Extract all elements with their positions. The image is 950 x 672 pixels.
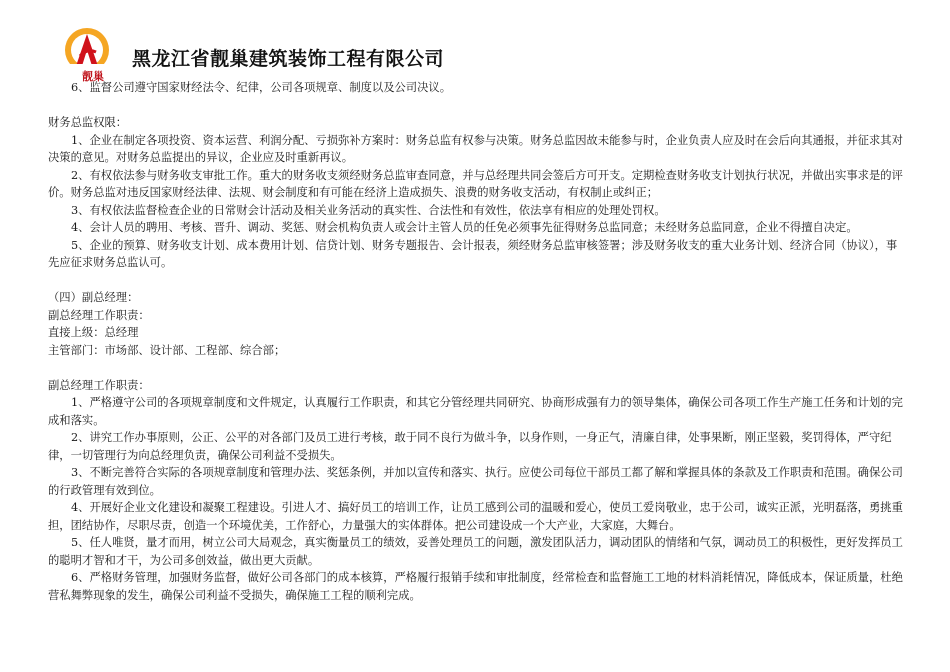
paragraph: 副总经理工作职责： xyxy=(48,308,150,322)
blank-line xyxy=(48,97,908,115)
paragraph: 6、监督公司遵守国家财经法令、纪律，公司各项规章、制度以及公司决议。 xyxy=(71,81,451,94)
company-name: 黑龙江省靓巢建筑装饰工程有限公司 xyxy=(132,48,445,70)
paragraph: 6、严格财务管理，加强财务监督，做好公司各部门的成本核算，严格履行报销手续和审批制度，经常检查和监督施工工地的材料消耗情况，降低成本，保证质量，杜绝营私舞弊现象的发生，确保公司利益不受损失，确保施工工程的顺利完成。 xyxy=(48,571,903,602)
paragraph: 5、企业的预算、财务收支计划、成本费用计划、信贷计划、财务专题报告、会计报表，须经财务总监审核签署；涉及财务收支的重大业务计划、经济合同（协议），事先应征求财务总监认可。 xyxy=(48,238,898,269)
paragraph: 5、任人唯贤，量才而用，树立公司大局观念，真实衡量员工的绩效，妥善处理员工的问题，激发团队活力，调动团队的情绪和气氛，调动员工的积极性，更好发挥员工的聪明才智和才干，为公司多创效益，做出更大贡献。 xyxy=(48,536,903,567)
paragraph: 直接上级：总经理 xyxy=(48,326,139,339)
paragraph: 4、开展好企业文化建设和凝聚工程建设。引进人才、搞好员工的培训工作，让员工感到公司的温暖和爱心，使员工爱岗敬业，忠于公司，诚实正派，光明磊落，勇挑重担，团结协作，尽职尽责，创造一个环境优美，工作舒心，力量强大的实体群体。把公司建设成一个大产业，大家庭，大舞台。 xyxy=(48,501,903,532)
paragraph: 主管部门：市场部、设计部、工程部、综合部； xyxy=(48,343,286,357)
paragraph: 3、不断完善符合实际的各项规章制度和管理办法、奖惩条例，并加以宣传和落实、执行。应使公司每位干部员工都了解和掌握具体的条款及工作职责和范围。确保公司的行政管理有效到位。 xyxy=(48,466,903,497)
document-header xyxy=(58,26,938,82)
paragraph: （四）副总经理： xyxy=(48,291,139,304)
blank-line xyxy=(48,359,908,377)
document-body xyxy=(48,79,908,604)
paragraph: 副总经理工作职责： xyxy=(48,378,150,392)
paragraph: 2、有权依法参与财务收支审批工作。重大的财务收支须经财务总监审查同意，并与总经理共同会签后方可开支。定期检查财务收支计划执行状况，并做出实事求是的评价。财务总监对违反国家财经法律、法规、财会制度和有可能在经济上造成损失、浪费的财务收支活动，有权制止或纠正； xyxy=(48,168,903,199)
logo-text: 靓巢 xyxy=(82,70,104,83)
paragraph: 1、企业在制定各项投资、资本运营、利润分配、亏损弥补方案时：财务总监有权参与决策。财务总监因故未能参与时，企业负责人应及时在会后向其通报，并征求其对决策的意见。对财务总监提出的异议，企业应及时重新再议。 xyxy=(48,133,903,164)
paragraph: 2、讲究工作办事原则，公正、公平的对各部门及员工进行考核，敢于同不良行为做斗争，以身作则，一身正气，清廉自律，处事果断，刚正坚毅，奖罚得体，严守纪律，一切管理行为向总经理负责，确保公司利益不受损失。 xyxy=(48,431,892,462)
paragraph: 财务总监权限： xyxy=(48,116,128,129)
paragraph: 3、有权依法监督检查企业的日常财会计活动及相关业务活动的真实性、合法性和有效性，依法享有相应的处理处罚权。 xyxy=(71,203,666,217)
blank-line xyxy=(48,272,908,290)
paragraph: 1、严格遵守公司的各项规章制度和文件规定，认真履行工作职责，和其它分管经理共同研究、协商形成强有力的领导集体，确保公司各项工作生产施工任务和计划的完成和落实。 xyxy=(48,396,903,427)
paragraph: 4、会计人员的聘用、考核、晋升、调动、奖惩、财会机构负责人或会计主管人员的任免必须事先征得财务总监同意；未经财务总监同意，企业不得擅自决定。 xyxy=(71,221,858,234)
